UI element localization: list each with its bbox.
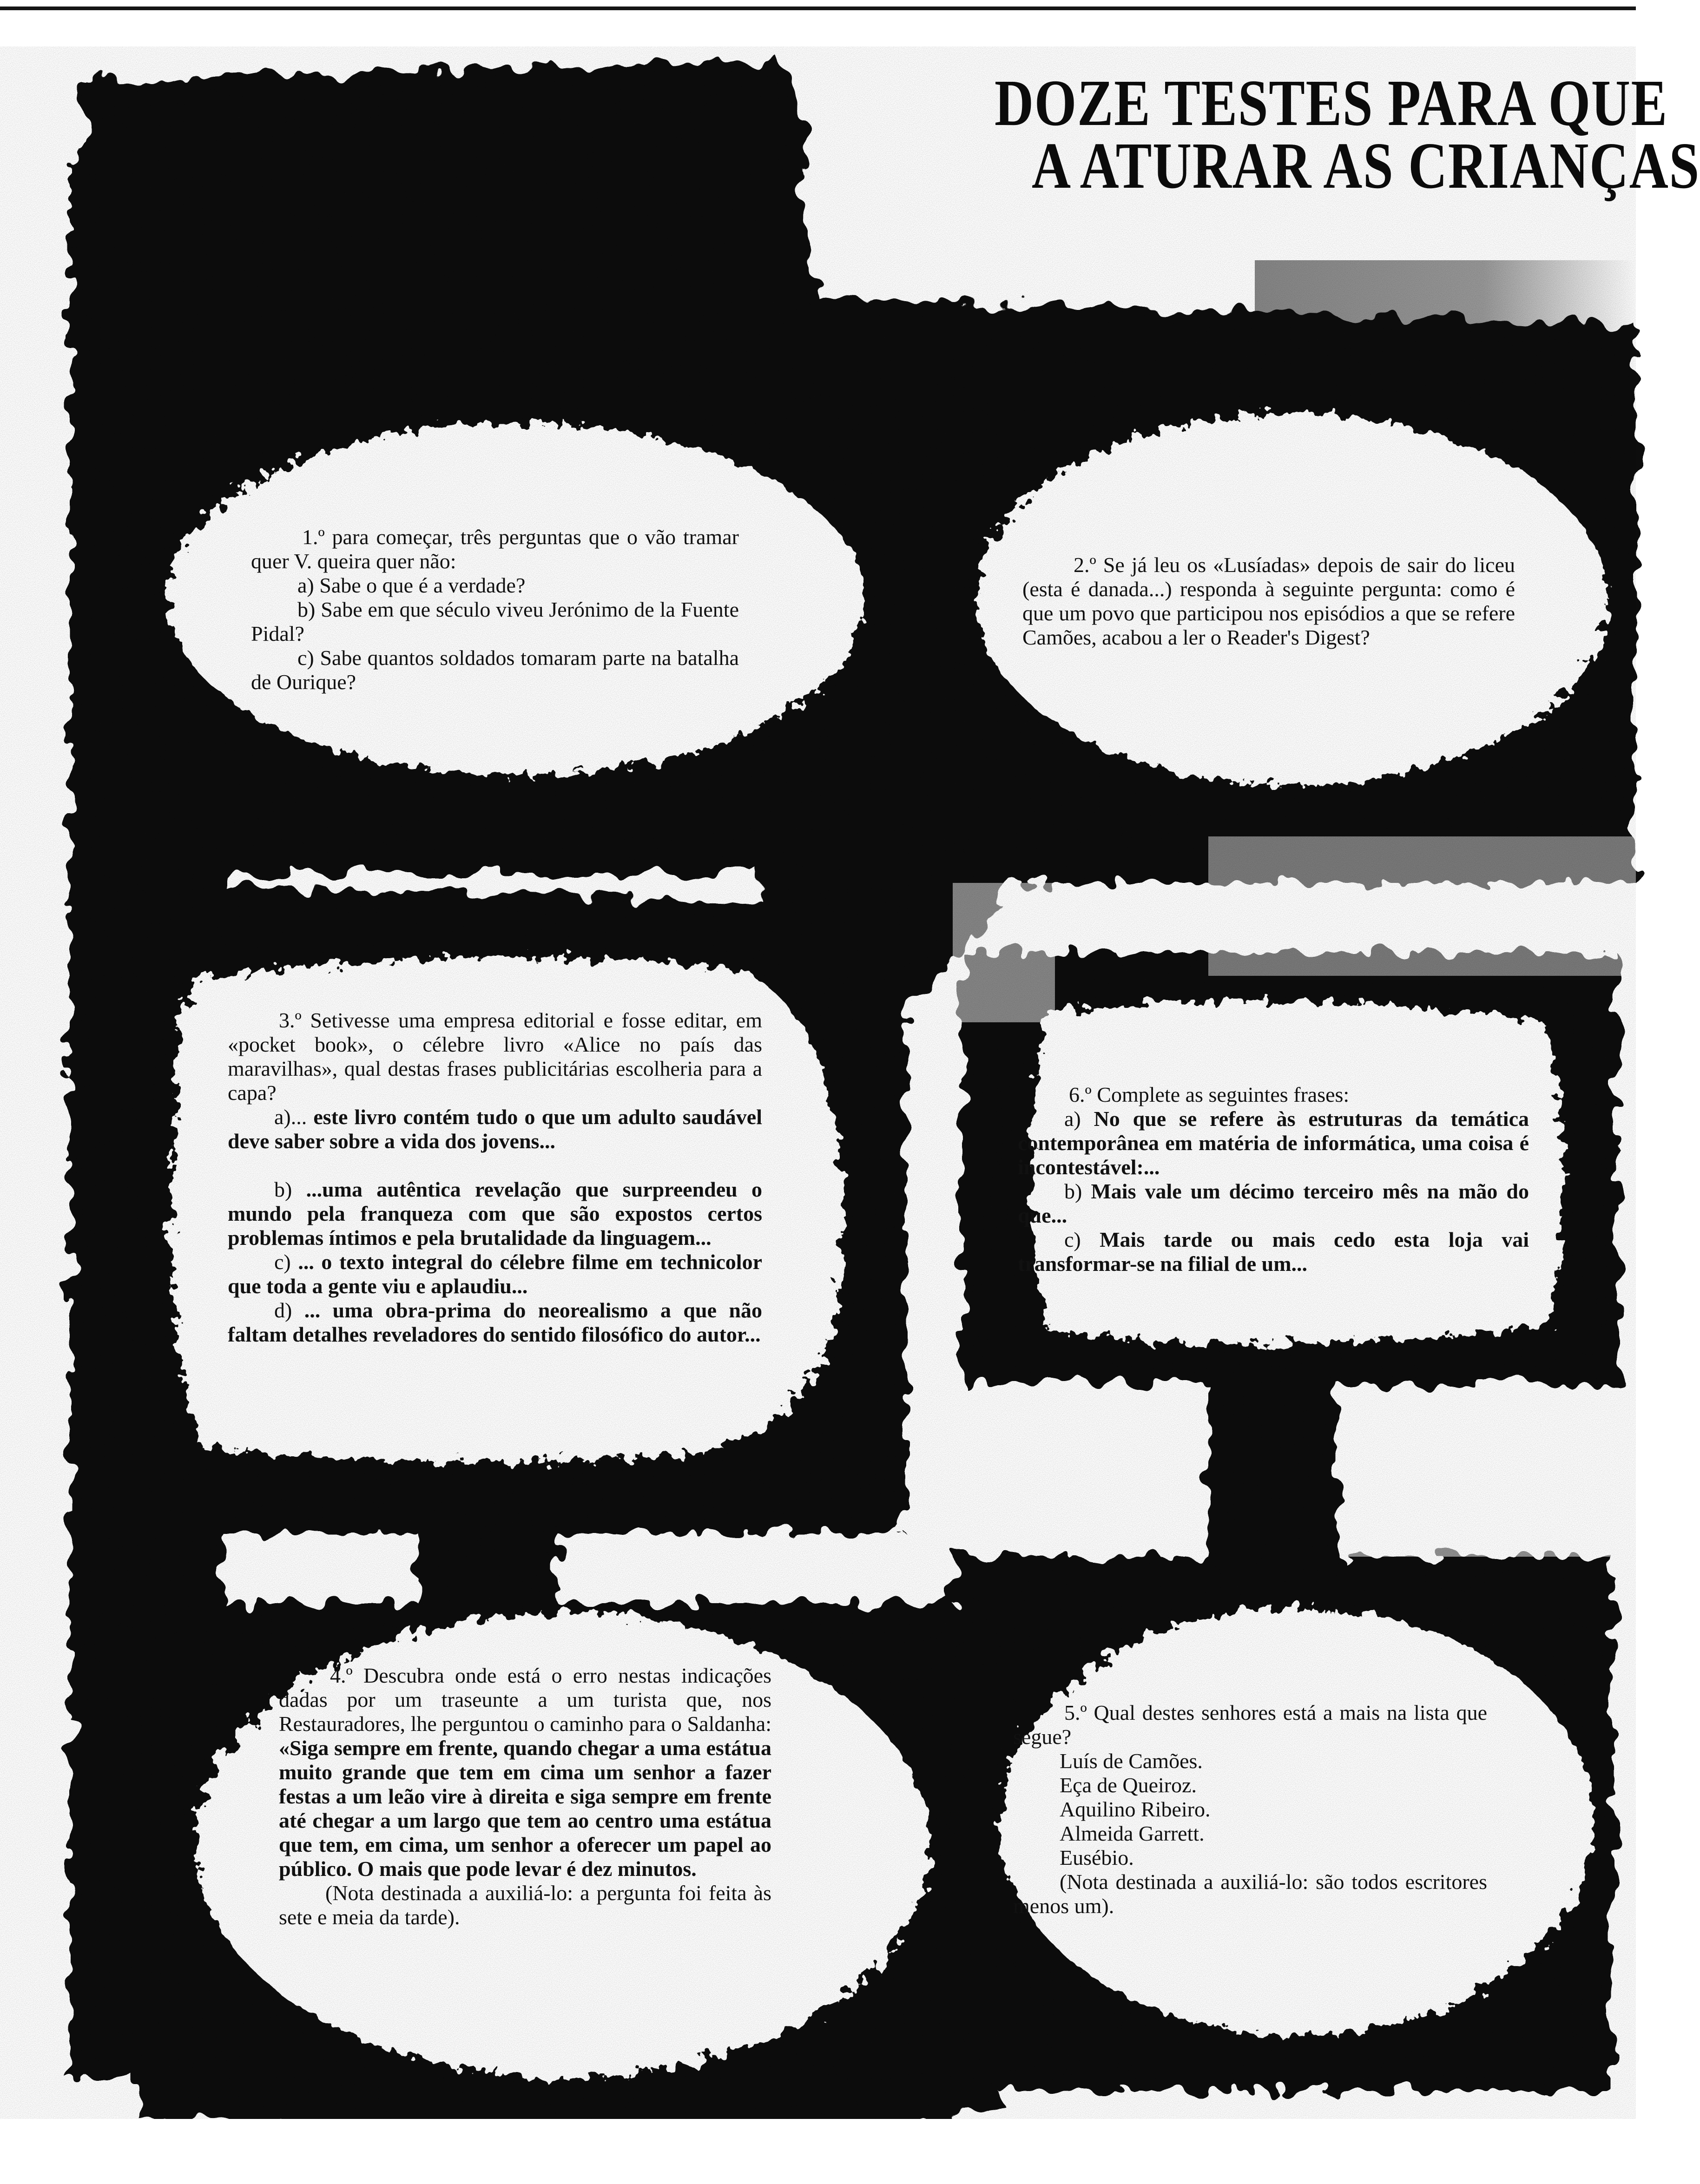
question-5-name-2: Eça de Queiroz.	[1013, 1773, 1487, 1797]
question-1-option-a: a) Sabe o que é a verdade?	[251, 573, 739, 598]
question-4-intro-text: 4.º Descubra onde está o erro nestas indicações dadas por um traseunte a um turista que, nos Restauradores, lhe perguntou o caminho para o Saldanha:	[279, 1664, 771, 1736]
question-6-c-text: Mais tarde ou mais cedo esta loja vai transformar-se na filial de um...	[1018, 1228, 1529, 1276]
question-3-b-text: ...uma autêntica revelação que surpreendeu o mundo pela franqueza com que são expostos certos problemas íntimos e pela brutalidade da linguagem...	[228, 1178, 762, 1250]
question-5-name-4: Almeida Garrett.	[1013, 1822, 1487, 1846]
question-5-name-3: Aquilino Ribeiro.	[1013, 1797, 1487, 1822]
question-5-intro: 5.º Qual destes senhores está a mais na lista que segue?	[1013, 1701, 1487, 1749]
question-6-b-label: b)	[1064, 1179, 1082, 1203]
question-1-option-b: b) Sabe em que século viveu Jerónimo de la Fuente Pidal?	[251, 598, 739, 646]
question-1-intro: 1.º para começar, três perguntas que o vão tramar quer V. queira quer não:	[251, 525, 739, 573]
question-6-b-text: Mais vale um décimo terceiro mês na mão do que...	[1018, 1179, 1529, 1227]
question-2-text: 2.º Se já leu os «Lusíadas» depois de sair do liceu (esta é danada...) responda à seguinte pergunta: como é que um povo que participou nos episódios a que se refere Camões, acabou a ler o Reader's Digest?	[1022, 553, 1515, 650]
question-3-c-label: c)	[274, 1250, 291, 1274]
question-4-quote: «Siga sempre em frente, quando chegar a uma estátua muito grande que tem em cima um senhor a fazer festas a um leão vire à direita e siga sempre em frente até chegar a um largo que tem ao centro uma estátua que tem, em cima, um senhor a oferecer um papel ao público. O mais que pode levar é dez minutos.	[279, 1736, 771, 1881]
question-6-a-label: a)	[1064, 1107, 1081, 1131]
question-3-a-label: a)...	[274, 1105, 307, 1129]
question-3-d-text: ... uma obra-prima do neorealismo a que não faltam detalhes reveladores do sentido filosófico do autor...	[228, 1298, 762, 1346]
question-4-note: (Nota destinada a auxiliá-lo: a pergunta foi feita às sete e meia da tarde).	[279, 1881, 771, 1929]
question-3-intro: 3.º Setivesse uma empresa editorial e fosse editar, em «pocket book», o célebre livro «Alice no país das maravilhas», qual destas frases publicitárias escolheria para a capa?	[228, 1008, 762, 1105]
question-6-a-text: No que se refere às estruturas da temática contemporânea em matéria de informática, uma coisa é incontestável:...	[1018, 1107, 1529, 1179]
question-5-name-5: Eusébio.	[1013, 1846, 1487, 1870]
headline-line-1: DOZE TESTES PARA QUE	[995, 70, 1528, 136]
question-3-b-label: b)	[274, 1178, 292, 1201]
question-5-name-1: Luís de Camões.	[1013, 1749, 1487, 1773]
question-1-option-c: c) Sabe quantos soldados tomaram parte na batalha de Ourique?	[251, 646, 739, 694]
headline-line-2: A ATURAR AS CRIANÇAS	[1032, 132, 1565, 198]
question-3-a-text: este livro contém tudo o que um adulto saudável deve saber sobre a vida dos jovens...	[228, 1105, 762, 1153]
question-3-c-text: ... o texto integral do célebre filme em technicolor que toda a gente viu e aplaudiu...	[228, 1250, 762, 1298]
question-6-c-label: c)	[1064, 1228, 1081, 1251]
question-6-intro: 6.º Complete as seguintes frases:	[1018, 1083, 1529, 1107]
question-5-note: (Nota destinada a auxiliá-lo: são todos escritores menos um).	[1013, 1870, 1487, 1918]
question-3-d-label: d)	[274, 1298, 292, 1322]
